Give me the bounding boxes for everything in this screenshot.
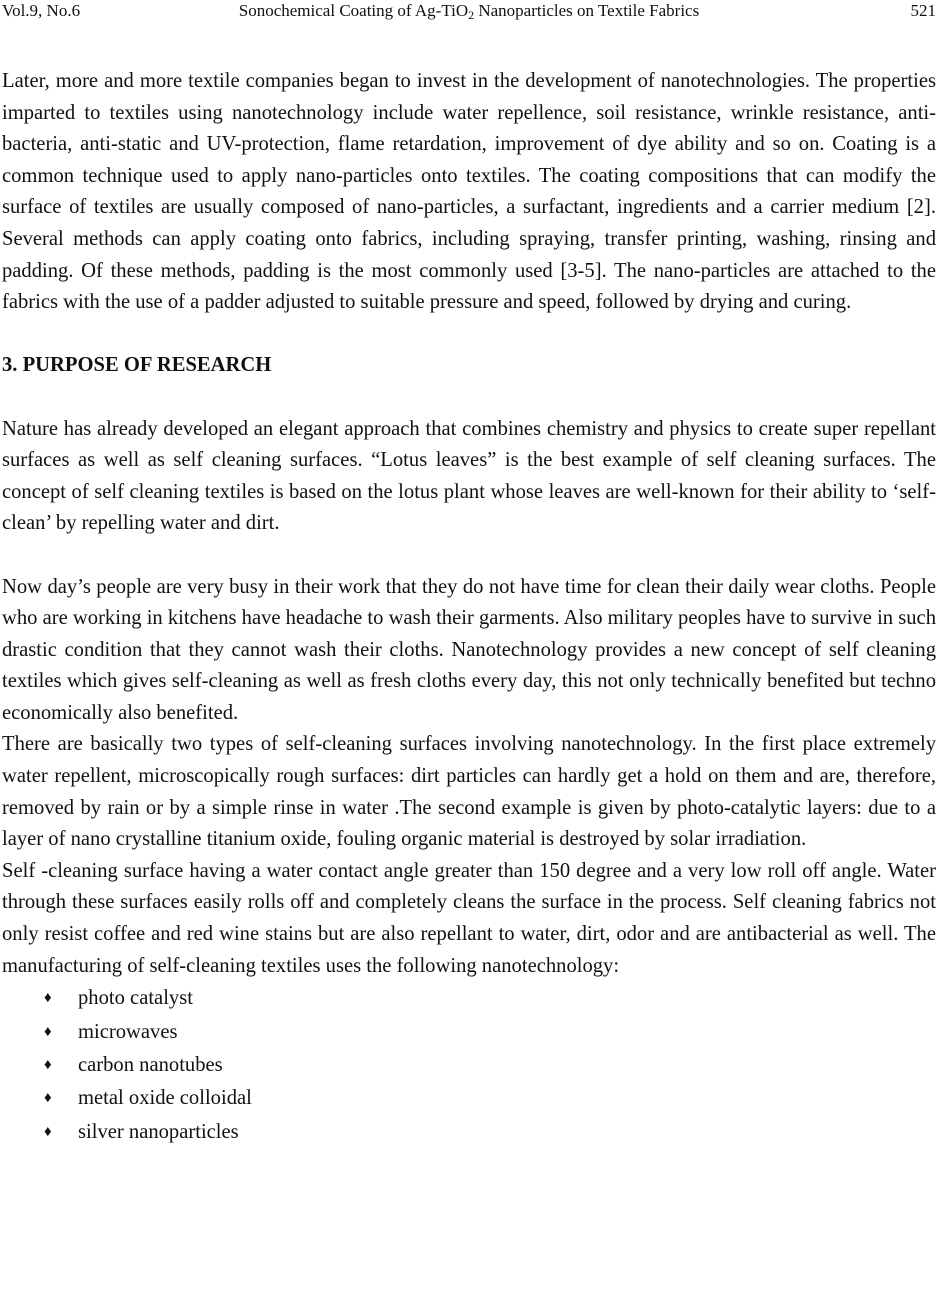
nanotechnology-list xyxy=(2,982,936,1149)
list-item xyxy=(2,1016,936,1049)
list-item-text: photo catalyst xyxy=(78,987,193,1010)
diamond-bullet-icon: ♦ xyxy=(44,1123,52,1140)
list-item xyxy=(2,1116,936,1149)
running-header xyxy=(2,0,936,22)
paragraph-busy: Now day’s people are very busy in their work that they do not have time for clean their daily wear cloths. People who are working in kitchens have headache to wash their garments. Also military peoples have to survive in such drastic condition that they cannot wash their cloths. Nanotechnology provides a new concept of self cleaning textiles which gives self-cleaning as well as fresh cloths every day, this not only technically benefited but techno economically also benefited. xyxy=(2,575,936,724)
running-title-prefix: Sonochemical Coating of Ag-TiO xyxy=(238,1,469,20)
diamond-bullet-icon: ♦ xyxy=(44,1057,52,1073)
diamond-bullet-icon: ♦ xyxy=(44,990,52,1007)
list-item xyxy=(2,1049,936,1082)
paragraph-spacer xyxy=(2,540,936,572)
diamond-bullet-icon: ♦ xyxy=(44,1023,52,1040)
page-number: 521 xyxy=(910,1,936,20)
list-item-text: carbon nanotubes xyxy=(78,1054,223,1076)
paragraph-spacer xyxy=(2,382,936,414)
journal-volume: Vol.9, No.6 xyxy=(2,1,81,20)
list-item-text: silver nanoparticles xyxy=(78,1120,239,1143)
running-title xyxy=(2,0,936,22)
running-title-suffix: Nanoparticles on Textile Fabrics xyxy=(474,1,700,20)
list-item xyxy=(2,982,936,1015)
running-title-subscript: 2 xyxy=(468,8,475,22)
paragraph-intro: Later, more and more textile companies began to invest in the development of nanotechnologies. The properties imparted to textiles using nanotechnology include water repellence, soil resistance, wrinkle resistance, anti-bacteria, anti-static and UV-protection, flame retardation, improvement of dye ability and so on. Coating is a common technique used to apply nano-particles onto textiles. The coating compositions that can modify the surface of textiles are usually composed of nano-particles, a surfactant, ingredients and a carrier medium [2]. Several methods can apply coating onto fabrics, including spraying, transfer printing, washing, rinsing and padding. Of these methods, padding is the most commonly used [3-5]. The nano-particles are attached to the fabrics with the use of a padder adjusted to suitable pressure and speed, followed by drying and curing. xyxy=(2,70,936,314)
list-item xyxy=(2,1082,936,1115)
paragraph-types: There are basically two types of self-cleaning surfaces involving nanotechnology. In the first place extremely water repellent, microscopically rough surfaces: dirt particles can hardly get a hold on them and are, therefore, removed by rain or by a simple rinse in water .The second example is given by photo-catalytic layers: due to a layer of nano crystalline titanium oxide, fouling organic material is destroyed by solar irradiation. xyxy=(2,733,936,851)
article-body xyxy=(2,66,936,1149)
paragraph-spacer xyxy=(2,319,936,351)
paragraph-contact: Self -cleaning surface having a water contact angle greater than 150 degree and a very low roll off angle. Water through these surfaces easily rolls off and completely cleans the surface in the process. Self cleaning fabrics not only resist coffee and red wine stains but are also repellant to water, dirt, odor and are antibacterial as well. The manufacturing of self-cleaning textiles uses the following nanotechnology: xyxy=(2,859,936,977)
list-item-text: metal oxide colloidal xyxy=(78,1087,252,1110)
diamond-bullet-icon: ♦ xyxy=(44,1090,52,1107)
list-item-text: microwaves xyxy=(78,1020,178,1043)
section-heading: 3. PURPOSE OF RESEARCH xyxy=(2,354,272,377)
paragraph-nature: Nature has already developed an elegant approach that combines chemistry and physics to create super repellant surfaces as well as self cleaning surfaces. “Lotus leaves” is the best example of self cleaning surfaces. The concept of self cleaning textiles is based on the lotus plant whose leaves are well-known for their ability to ‘self-clean’ by repelling water and dirt. xyxy=(2,417,936,535)
